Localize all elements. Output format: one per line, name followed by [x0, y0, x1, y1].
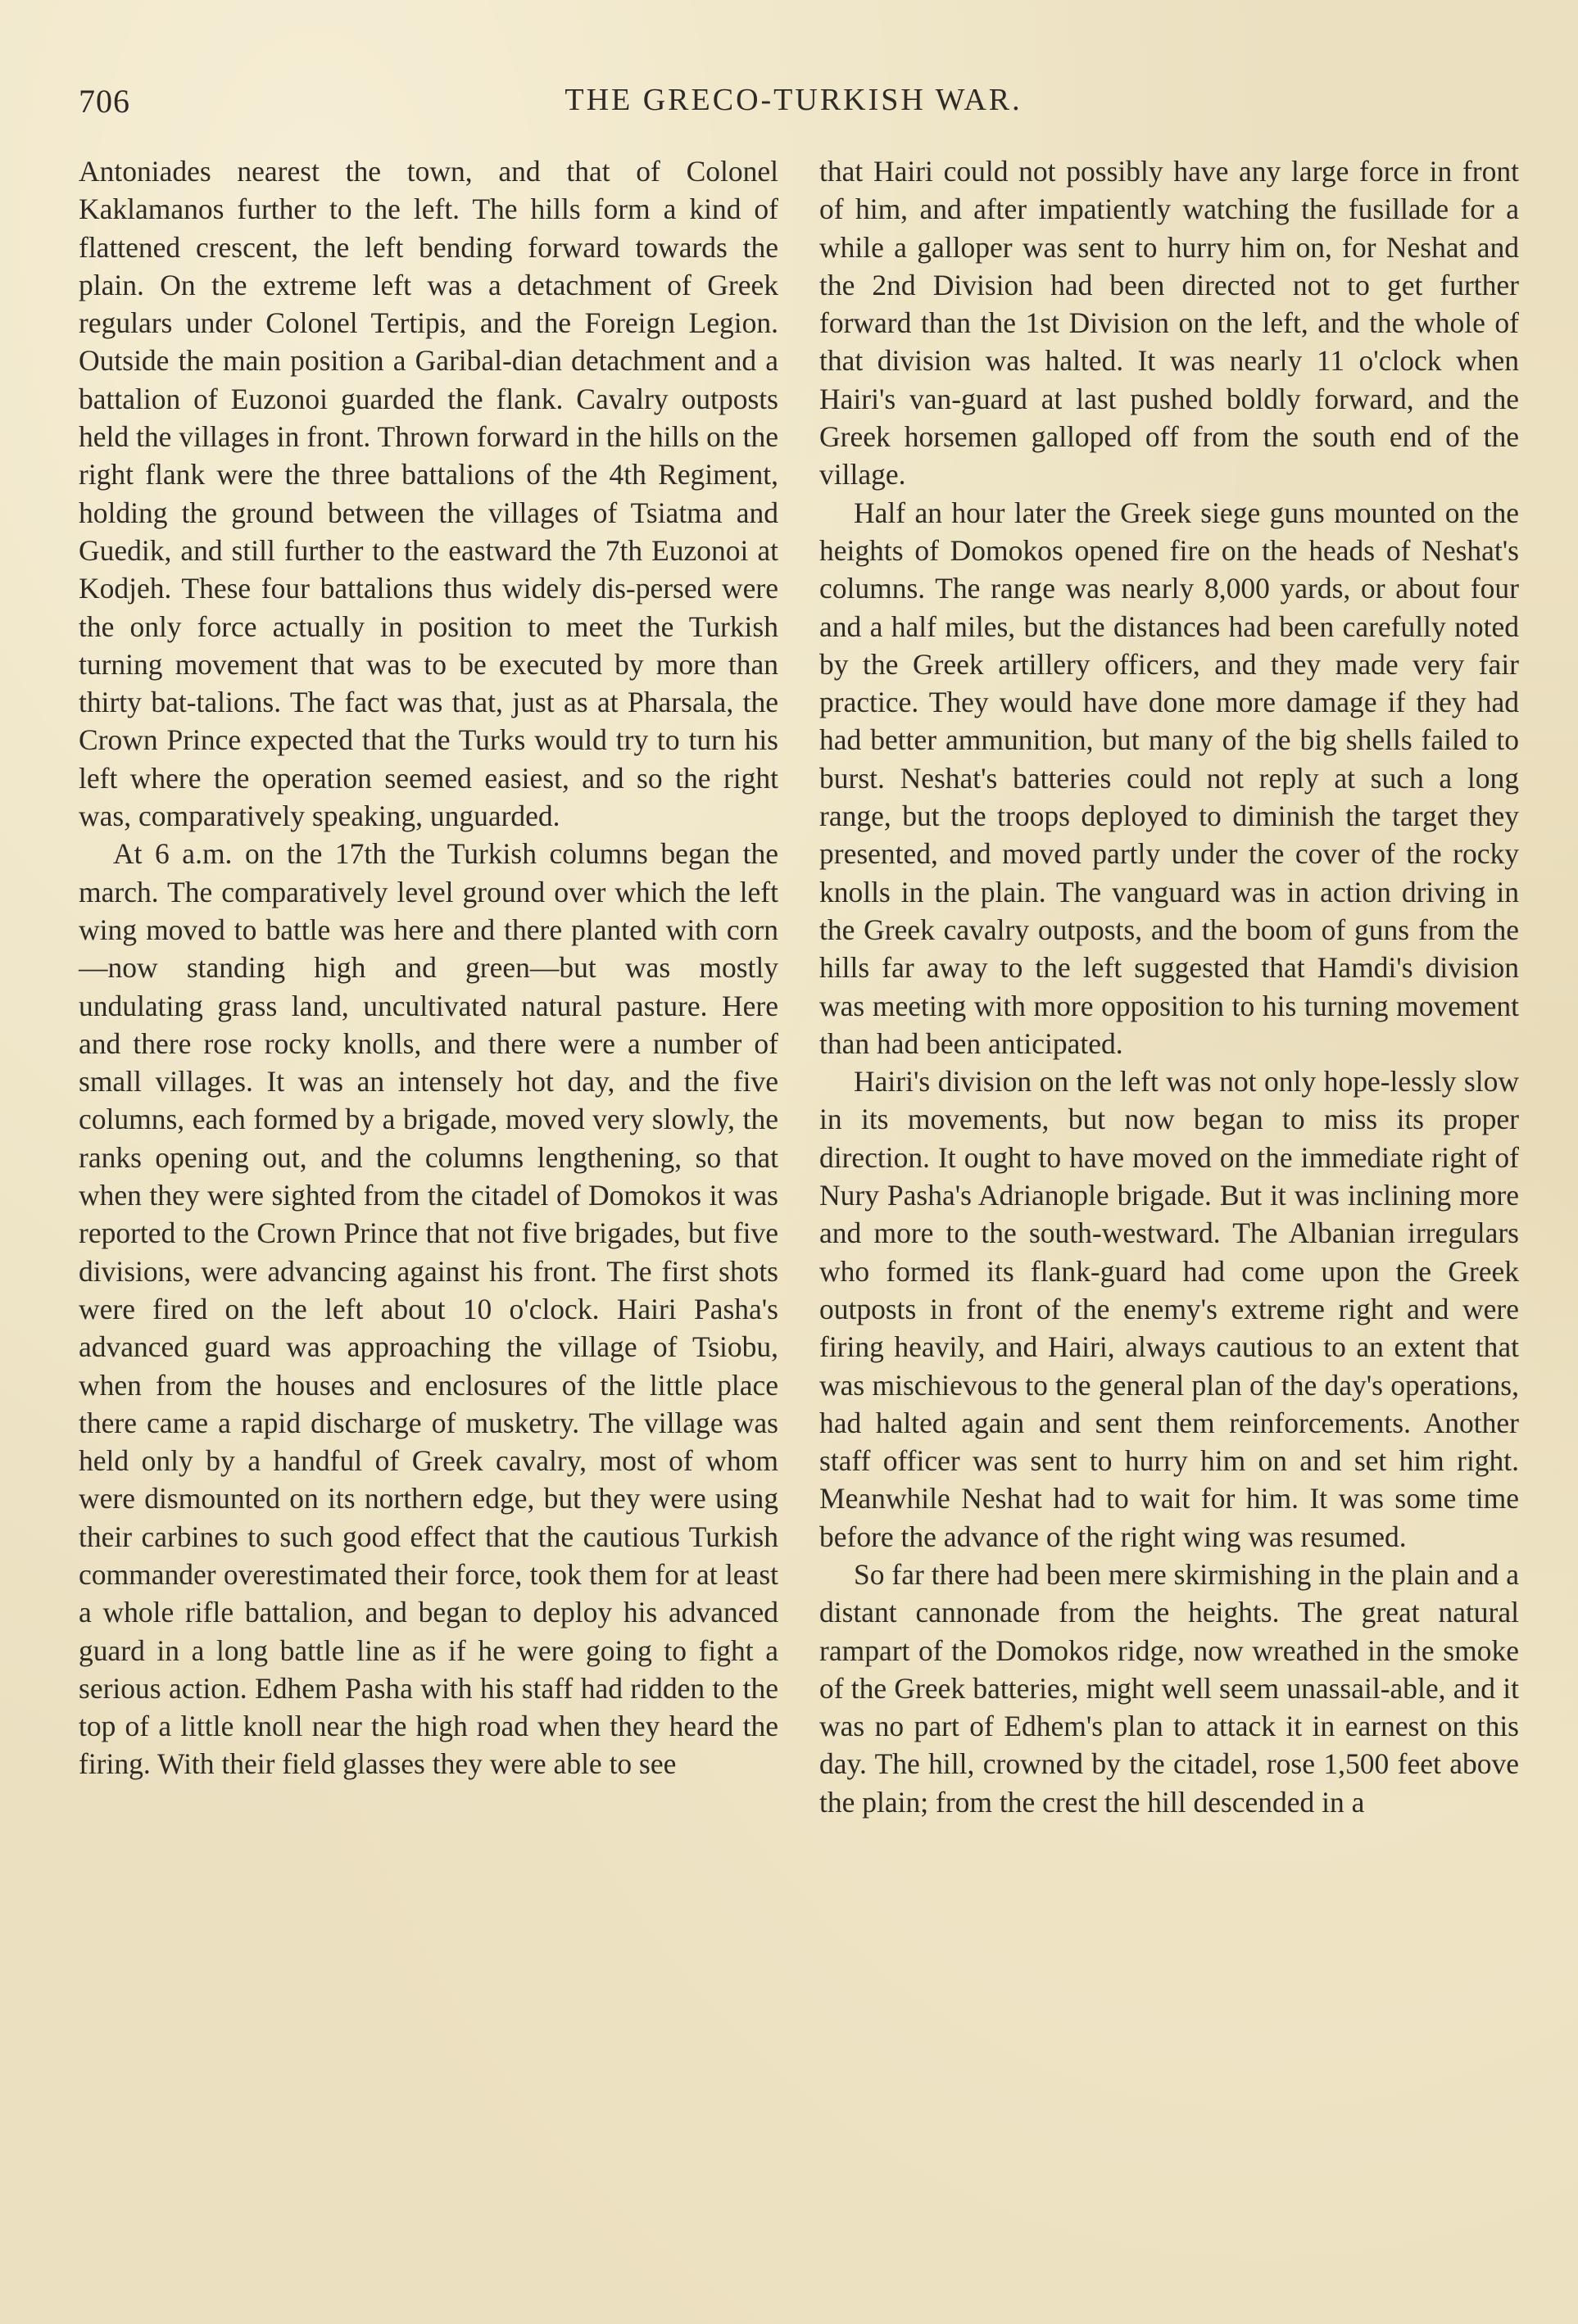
page-header — [79, 82, 1508, 131]
right-paragraph-1: that Hairi could not possibly have any large force in front of him, and after impatiently watching the fusillade for a while a galloper was sent to hurry him on, for Neshat and the 2nd Division had been directed not to get further forward than the 1st Division on the left, and the whole of that division was halted. It was nearly 11 o'clock when Hairi's van-guard at last pushed boldly forward, and the Greek horsemen galloped off from the south end of the village. — [819, 155, 1519, 492]
page-number: 706 — [79, 83, 130, 120]
left-paragraph-2: At 6 a.m. on the 17th the Turkish columns began the march. The comparatively level ground over which the left wing moved to battle was here and there planted with corn—now standing high and green—but was mostly undulating grass land, uncultivated natural pasture. Here and there rose rocky knolls, and there were a number of small villages. It was an intensely hot day, and the five columns, each formed by a brigade, moved very slowly, the ranks opening out, and the columns lengthening, so that when they were sighted from the citadel of Domokos it was reported to the Crown Prince that not five brigades, but five divisions, were advancing against his front. The first shots were fired on the left about 10 o'clock. Hairi Pasha's advanced guard was approaching the village of Tsiobu, when from the houses and enclosures of the little place there came a rapid discharge of musketry. The village was held only by a handful of Greek cavalry, most of whom were dismounted on its northern edge, but they were using their carbines to such good effect that the cautious Turkish commander overestimated their force, took them for at least a whole rifle battalion, and began to deploy his advanced guard in a long battle line as if he were going to fight a serious action. Edhem Pasha with his staff had ridden to the top of a little knoll near the high road when they heard the firing. With their field glasses they were able to see — [79, 837, 778, 1781]
right-column — [819, 152, 1519, 1821]
right-paragraph-4: So far there had been mere skirmishing in the plain and a distant cannonade from the heights. The great natural rampart of the Domokos ridge, now wreathed in the smoke of the Greek batteries, might well seem unassail-able, and it was no part of Edhem's plan to attack it in earnest on this day. The hill, crowned by the citadel, rose 1,500 feet above the plain; from the crest the hill descended in a — [819, 1557, 1519, 1819]
running-title: THE GRECO-TURKISH WAR. — [565, 83, 1023, 117]
left-paragraph-1: Antoniades nearest the town, and that of Colonel Kaklamanos further to the left. The hills form a kind of flattened crescent, the left bending forward towards the plain. On the extreme left was a detachment of Greek regulars under Colonel Tertipis, and the Foreign Legion. Outside the main position a Garibal-dian detachment and a battalion of Euzonoi guarded the flank. Cavalry outposts held the villages in front. Thrown forward in the hills on the right flank were the three battalions of the 4th Regiment, holding the ground between the villages of Tsiatma and Guedik, and still further to the eastward the 7th Euzonoi at Kodjeh. These four battalions thus widely dis-persed were the only force actually in position to meet the Turkish turning movement that was to be executed by more than thirty bat-talions. The fact was that, just as at Pharsala, the Crown Prince expected that the Turks would try to turn his left where the operation seemed easiest, and so the right was, comparatively speaking, unguarded. — [79, 155, 778, 833]
right-paragraph-3: Hairi's division on the left was not only hope-lessly slow in its movements, but now began to miss its proper direction. It ought to have moved on the immediate right of Nury Pasha's Adrianople brigade. But it was inclining more and more to the south-westward. The Albanian irregulars who formed its flank-guard had come upon the Greek outposts in front of the enemy's extreme right and were firing heavily, and Hairi, always cautious to an extent that was mischievous to the general plan of the day's operations, had halted again and sent them reinforcements. Another staff officer was sent to hurry him on and set him right. Meanwhile Neshat had to wait for him. It was some time before the advance of the right wing was resumed. — [819, 1065, 1519, 1553]
right-paragraph-2: Half an hour later the Greek siege guns mounted on the heights of Domokos opened fire on the heads of Neshat's columns. The range was nearly 8,000 yards, or about four and a half miles, but the distances had been carefully noted by the Greek artillery officers, and they made very fair practice. They would have done more damage if they had had better ammunition, but many of the big shells failed to burst. Neshat's batteries could not reply at such a long range, but the troops deployed to diminish the target they presented, and moved partly under the cover of the rocky knolls in the plain. The vanguard was in action driving in the Greek cavalry outposts, and the boom of guns from the hills far away to the left suggested that Hamdi's division was meeting with more opposition to his turning movement than had been anticipated. — [819, 496, 1519, 1060]
left-column — [79, 152, 778, 1783]
